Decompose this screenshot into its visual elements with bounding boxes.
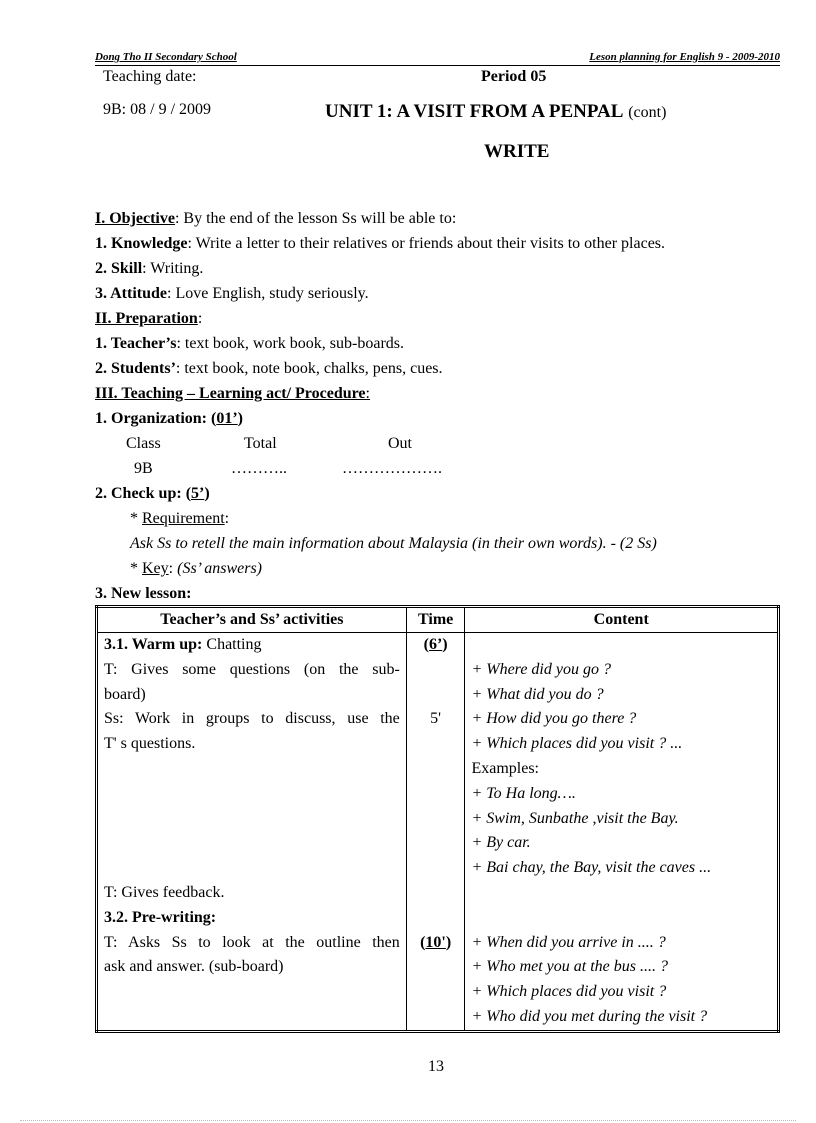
checkup-time: 5’ xyxy=(191,485,205,502)
prewriting-2: ask and answer. (sub-board) xyxy=(104,958,284,976)
knowledge-text: : Write a letter to their relatives or friends about their visits to other places. xyxy=(187,235,666,252)
ss-work-1: Ss: Work in groups to discuss, use the xyxy=(104,710,400,728)
organization-line: 1. Organization: (01’) xyxy=(95,410,243,427)
class-value: 9B xyxy=(134,460,153,477)
activities-cell xyxy=(97,633,407,1032)
prewriting-1: T: Asks Ss to look at the outline then xyxy=(104,933,400,951)
students-label: 2. Students’ xyxy=(95,360,176,377)
example-item: + By car. xyxy=(471,834,531,852)
question-item: + What did you do ? xyxy=(471,685,604,703)
class-date: 9B: 08 / 9 / 2009 xyxy=(103,101,212,118)
question-item: + Where did you go ? xyxy=(471,660,611,678)
out-col-header: Out xyxy=(388,435,412,452)
objective-line xyxy=(95,210,456,228)
prewriting-item: + Who met you at the bus .... ? xyxy=(471,958,668,976)
knowledge-line xyxy=(95,235,665,253)
period-label: Period 05 xyxy=(481,68,547,85)
prewriting-item: + Who did you met during the visit ? xyxy=(471,1007,708,1025)
skill-line xyxy=(95,260,203,278)
total-col-header: Total xyxy=(244,435,277,452)
organization-time: 01’ xyxy=(216,410,238,427)
prewriting-item: + When did you arrive in .... ? xyxy=(471,933,666,951)
prewriting-time: 10' xyxy=(425,933,446,951)
skill-label: 2. Skill xyxy=(95,260,143,277)
table-header-row xyxy=(97,607,779,633)
ss-work-2: T' s questions. xyxy=(104,735,196,753)
teachers-label: 1. Teacher’s xyxy=(95,335,177,352)
knowledge-label: 1. Knowledge xyxy=(95,235,188,252)
school-header: Dong Tho II Secondary School xyxy=(95,51,237,63)
requirement-label: Requirement xyxy=(142,510,225,527)
objective-text: : By the end of the lesson Ss will be able to: xyxy=(174,210,457,227)
requirement-text: Ask Ss to retell the main information about Malaysia (in their own words). - (2 Ss) xyxy=(130,535,657,552)
example-item: + Swim, Sunbathe ,visit the Bay. xyxy=(471,809,679,827)
unit-suffix: (cont) xyxy=(628,104,667,121)
example-item: + Bai chay, the Bay, visit the caves ... xyxy=(471,859,712,877)
checkup-label: 2. Check up xyxy=(95,485,177,502)
teachers-text: : text book, work book, sub-boards. xyxy=(176,335,404,352)
attitude-text: : Love English, study seriously. xyxy=(167,285,369,302)
t-questions-1: T: Gives some questions (on the sub- xyxy=(104,660,400,678)
students-text: : text book, note book, chalks, pens, cues. xyxy=(175,360,443,377)
unit-title-text: UNIT 1: A VISIT FROM A PENPAL xyxy=(325,101,624,122)
teaching-date-label: Teaching date: xyxy=(103,68,197,85)
example-item: + To Ha long…. xyxy=(471,784,576,802)
key-text: (Ss’ answers) xyxy=(177,560,262,577)
warmup-activity: Chatting xyxy=(206,636,262,653)
attitude-line xyxy=(95,285,369,303)
lesson-table xyxy=(95,605,780,1033)
activities-header: Teacher’s and Ss’ activities xyxy=(97,607,407,633)
content-cell xyxy=(465,633,779,1032)
page-bottom-divider xyxy=(20,1120,796,1121)
ss-work-time: 5' xyxy=(430,710,442,728)
table-row xyxy=(97,633,779,1032)
teachers-line xyxy=(95,335,404,353)
page-number: 13 xyxy=(428,1058,444,1075)
procedure-line: III. Teaching – Learning act/ Procedure: xyxy=(95,385,370,402)
feedback-text: T: Gives feedback. xyxy=(104,883,225,901)
key-line: * Key: (Ss’ answers) xyxy=(130,560,262,577)
organization-label: 1. Organization xyxy=(95,410,202,427)
question-item: + How did you go there ? xyxy=(471,710,637,728)
requirement-line: * Requirement: xyxy=(130,510,230,527)
prewriting-item: + Which places did you visit ? xyxy=(471,983,667,1001)
out-value: ………………. xyxy=(342,460,442,477)
content-header: Content xyxy=(465,607,779,633)
preparation-heading: II. Preparation xyxy=(95,310,198,327)
question-item: + Which places did you visit ? ... xyxy=(471,735,683,753)
section-title: WRITE xyxy=(484,141,550,162)
t-questions-2: board) xyxy=(104,685,146,703)
new-lesson-line: 3. New lesson: xyxy=(95,585,192,602)
warmup-time: 6’ xyxy=(428,636,443,653)
preparation-line: II. Preparation: xyxy=(95,310,203,327)
procedure-heading: III. Teaching – Learning act/ Procedure xyxy=(95,385,366,402)
time-header: Time xyxy=(406,607,465,633)
time-cell: (6’) 5' (10') xyxy=(406,633,465,1032)
skill-text: : Writing. xyxy=(142,260,204,277)
checkup-line: 2. Check up: (5’) xyxy=(95,485,210,502)
planning-header: Leson planning for English 9 - 2009-2010 xyxy=(589,51,780,63)
prewriting-title: 3.2. Pre-writing: xyxy=(104,908,217,926)
attitude-label: 3. Attitude xyxy=(95,285,167,302)
new-lesson-label: 3. New lesson xyxy=(95,585,187,602)
key-label: Key xyxy=(142,560,169,577)
class-col-header: Class xyxy=(126,435,161,452)
students-line xyxy=(95,360,443,378)
unit-title xyxy=(325,101,666,123)
header-rule xyxy=(95,65,780,66)
examples-label: Examples: xyxy=(471,759,539,777)
objective-heading: I. Objective xyxy=(95,210,175,227)
total-value: ……….. xyxy=(231,460,287,477)
warmup-title: 3.1. Warm up: xyxy=(104,636,203,653)
